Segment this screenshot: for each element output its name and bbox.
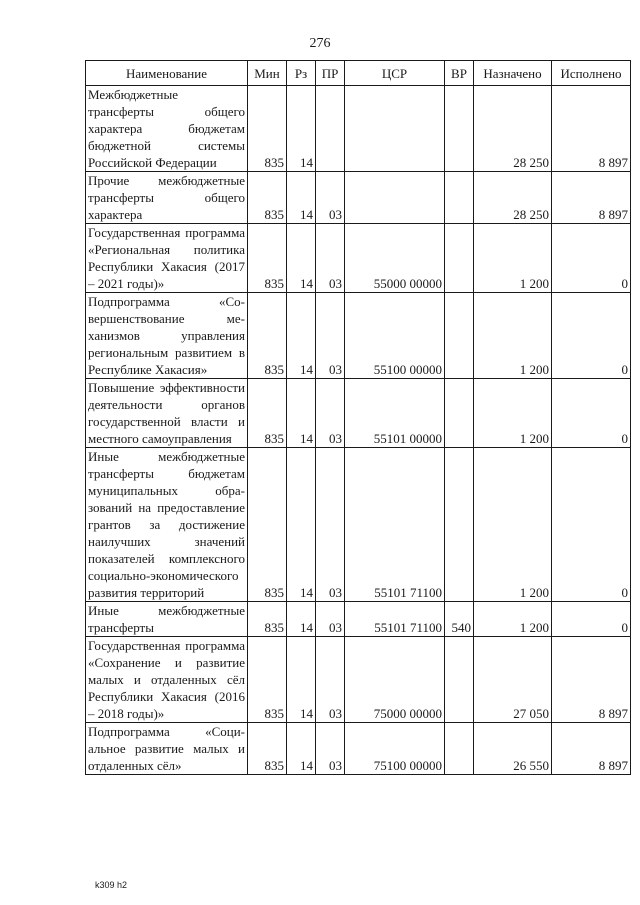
- assigned-cell: 1 200: [474, 448, 552, 602]
- table-row: [86, 637, 631, 723]
- csr-cell: 75100 00000: [345, 723, 445, 775]
- csr-cell: [345, 172, 445, 224]
- rz-cell: 14: [287, 172, 316, 224]
- executed-cell: 8 897: [552, 86, 631, 172]
- pr-cell: 03: [316, 637, 345, 723]
- vr-cell: [445, 637, 474, 723]
- assigned-cell: 1 200: [474, 293, 552, 379]
- budget-table: [85, 60, 631, 775]
- column-header: Наименование: [86, 61, 248, 86]
- rz-cell: 14: [287, 293, 316, 379]
- footer-code: k309 h2: [95, 880, 128, 890]
- csr-cell: 55101 71100: [345, 602, 445, 637]
- rz-cell: 14: [287, 86, 316, 172]
- assigned-cell: 1 200: [474, 224, 552, 293]
- rz-cell: 14: [287, 723, 316, 775]
- csr-cell: 55101 00000: [345, 379, 445, 448]
- row-name-cell: Подпрограмма «Социальное развитие малых и отдаленных сёл»: [86, 723, 248, 775]
- table-body: [86, 86, 631, 775]
- table-row: [86, 86, 631, 172]
- assigned-cell: 28 250: [474, 86, 552, 172]
- row-name-cell: Государственная программа «Сохранение и развитие малых и отдаленных сёл Республики Хакасия (2016 – 2018 годы)»: [86, 637, 248, 723]
- table-row: [86, 224, 631, 293]
- row-name-cell: Межбюджетные трансферты общего характера бюджетам бюджетной системы Российской Федерации: [86, 86, 248, 172]
- min-cell: 835: [248, 448, 287, 602]
- csr-cell: 55101 71100: [345, 448, 445, 602]
- rz-cell: 14: [287, 448, 316, 602]
- vr-cell: 540: [445, 602, 474, 637]
- csr-cell: 55100 00000: [345, 293, 445, 379]
- row-name-cell: Государственная программа «Региональная политика Республики Хакасия (2017 – 2021 годы)»: [86, 224, 248, 293]
- table-row: [86, 379, 631, 448]
- row-name-cell: Иные межбюджетные трансферты: [86, 602, 248, 637]
- page-number: 276: [309, 36, 331, 51]
- pr-cell: [316, 86, 345, 172]
- min-cell: 835: [248, 602, 287, 637]
- table-row: [86, 448, 631, 602]
- pr-cell: 03: [316, 448, 345, 602]
- assigned-cell: 27 050: [474, 637, 552, 723]
- vr-cell: [445, 448, 474, 602]
- assigned-cell: 26 550: [474, 723, 552, 775]
- executed-cell: 0: [552, 293, 631, 379]
- min-cell: 835: [248, 379, 287, 448]
- column-header: Рз: [287, 61, 316, 86]
- table-row: [86, 172, 631, 224]
- column-header: ЦСР: [345, 61, 445, 86]
- rz-cell: 14: [287, 602, 316, 637]
- min-cell: 835: [248, 637, 287, 723]
- pr-cell: 03: [316, 602, 345, 637]
- row-name-cell: Прочие межбюджетные трансферты общего характера: [86, 172, 248, 224]
- vr-cell: [445, 86, 474, 172]
- column-header: Исполнено: [552, 61, 631, 86]
- min-cell: 835: [248, 224, 287, 293]
- table-row: [86, 723, 631, 775]
- column-header: Мин: [248, 61, 287, 86]
- assigned-cell: 1 200: [474, 602, 552, 637]
- csr-cell: 75000 00000: [345, 637, 445, 723]
- column-header: ВР: [445, 61, 474, 86]
- assigned-cell: 1 200: [474, 379, 552, 448]
- row-name-cell: Повышение эффективности деятельности органов государственной власти и местного самоуправления: [86, 379, 248, 448]
- min-cell: 835: [248, 723, 287, 775]
- pr-cell: 03: [316, 723, 345, 775]
- rz-cell: 14: [287, 224, 316, 293]
- vr-cell: [445, 723, 474, 775]
- table-row: [86, 293, 631, 379]
- column-header: Назначено: [474, 61, 552, 86]
- executed-cell: 8 897: [552, 172, 631, 224]
- pr-cell: 03: [316, 293, 345, 379]
- min-cell: 835: [248, 172, 287, 224]
- rz-cell: 14: [287, 637, 316, 723]
- executed-cell: 0: [552, 379, 631, 448]
- table-row: [86, 602, 631, 637]
- vr-cell: [445, 379, 474, 448]
- pr-cell: 03: [316, 379, 345, 448]
- csr-cell: 55000 00000: [345, 224, 445, 293]
- vr-cell: [445, 293, 474, 379]
- vr-cell: [445, 172, 474, 224]
- executed-cell: 0: [552, 602, 631, 637]
- column-header: ПР: [316, 61, 345, 86]
- executed-cell: 8 897: [552, 723, 631, 775]
- pr-cell: 03: [316, 224, 345, 293]
- executed-cell: 0: [552, 448, 631, 602]
- rz-cell: 14: [287, 379, 316, 448]
- assigned-cell: 28 250: [474, 172, 552, 224]
- executed-cell: 0: [552, 224, 631, 293]
- row-name-cell: Подпрограмма «Совершенствование механизмов управления региональным развитием в Республике Хакасия»: [86, 293, 248, 379]
- csr-cell: [345, 86, 445, 172]
- min-cell: 835: [248, 86, 287, 172]
- executed-cell: 8 897: [552, 637, 631, 723]
- min-cell: 835: [248, 293, 287, 379]
- pr-cell: 03: [316, 172, 345, 224]
- table-header-row: [86, 61, 631, 86]
- row-name-cell: Иные межбюджетные трансферты бюджетам муниципальных образований на предоставление грантов за достижение наилучших значений показателей комплексного социально-экономического развития территорий: [86, 448, 248, 602]
- vr-cell: [445, 224, 474, 293]
